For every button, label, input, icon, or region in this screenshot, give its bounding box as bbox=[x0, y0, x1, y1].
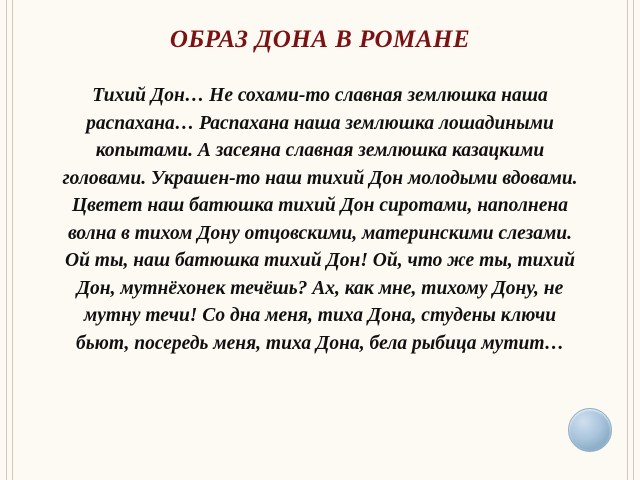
decorative-rule-left-inner bbox=[12, 0, 13, 480]
decorative-rule-left-outer bbox=[6, 0, 7, 480]
navigation-orb-button[interactable] bbox=[568, 408, 612, 452]
decorative-rule-right-outer bbox=[633, 0, 634, 480]
slide-body-text: Тихий Дон… Не сохами-то славная землюшка наша распахана… Распахана наша землюшка лошадиными копытами. А засеяна славная землюшка казацкими головами. Украшен-то наш тихий Дон молодыми вдовами. Цветет наш батюшка тихий Дон сиротами, наполнена волна в тихом Дону отцовскими, материнскими слезами. Ой ты, наш батюшка тихий Дон! Ой, что же ты, тихий Дон, мутнёхонек течёшь? Ах, как мне, тихому Дону, не мутну течи! Со дна меня, тиха Дона, студены ключи бьют, посередь меня, тиха Дона, бела рыбица мутит… bbox=[62, 85, 578, 354]
decorative-rule-right-inner bbox=[627, 0, 628, 480]
slide-title: ОБРАЗ ДОНА В РОМАНЕ bbox=[169, 26, 471, 53]
